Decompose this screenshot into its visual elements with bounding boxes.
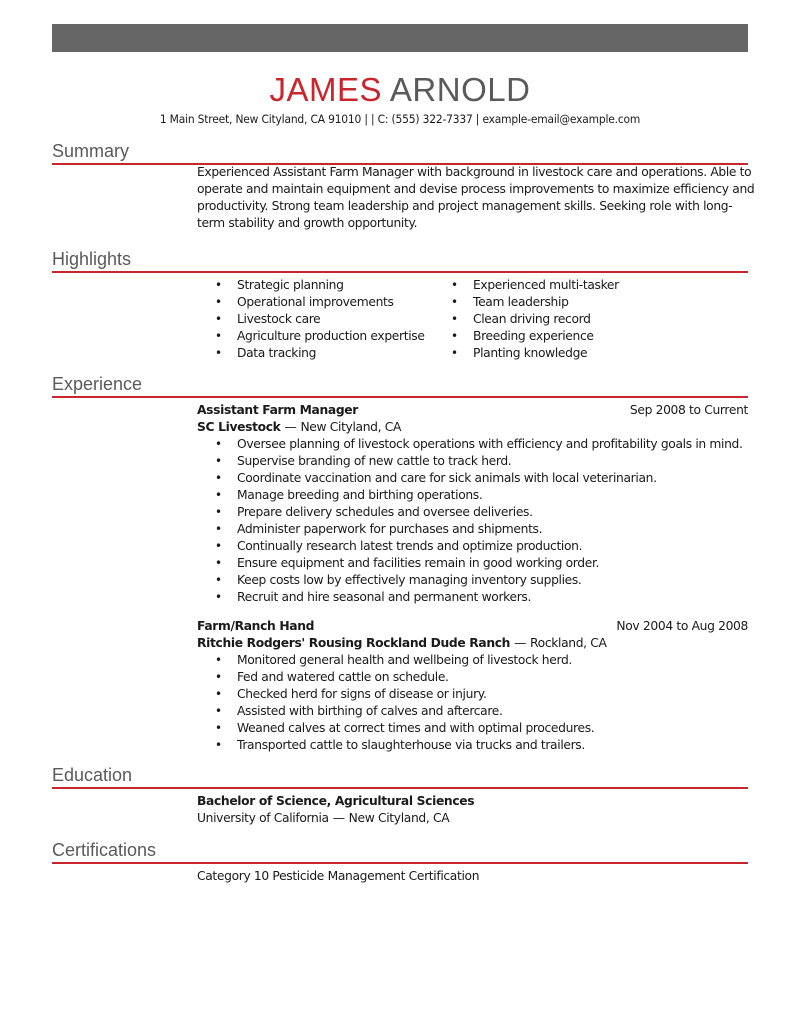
list-item: • Ensure equipment and facilities remain in good working order.	[197, 555, 743, 572]
job-dates: Nov 2004 to Aug 2008	[616, 619, 748, 633]
summary-text: Experienced Assistant Farm Manager with background in livestock care and operations. Able to operate and maintain equipment and devise process improvements to maximize efficiency and productivity. Strong team leadership and project management skills. Seeking role with long-term stability and growth opportunity.	[197, 165, 755, 230]
job-location: New Cityland, CA	[300, 420, 402, 434]
list-item: • Planting knowledge	[433, 345, 619, 362]
list-item: • Oversee planning of livestock operations with efficiency and profitability goals in mind.	[197, 436, 743, 453]
section-heading-education: Education	[52, 764, 748, 789]
section-heading-certifications: Certifications	[52, 839, 748, 864]
list-item: • Coordinate vaccination and care for sick animals with local veterinarian.	[197, 470, 743, 487]
list-item: • Operational improvements	[197, 294, 425, 311]
highlights-left-list	[197, 277, 425, 362]
list-item: • Manage breeding and birthing operations.	[197, 487, 743, 504]
list-item: • Transported cattle to slaughterhouse via trucks and trailers.	[197, 737, 594, 754]
job-header	[197, 618, 748, 635]
first-name: JAMES	[269, 71, 383, 108]
list-item: • Strategic planning	[197, 277, 425, 294]
list-item: • Continually research latest trends and optimize production.	[197, 538, 743, 555]
job-dates: Sep 2008 to Current	[629, 403, 748, 417]
school-location: New Cityland, CA	[348, 811, 450, 825]
job-title: Assistant Farm Manager	[197, 403, 359, 417]
list-item: • Administer paperwork for purchases and shipments.	[197, 521, 743, 538]
company-name: Ritchie Rodgers' Rousing Rockland Dude Ranch	[197, 636, 511, 650]
list-item: • Monitored general health and wellbeing of livestock herd.	[197, 652, 594, 669]
list-item: • Fed and watered cattle on schedule.	[197, 669, 594, 686]
list-item: • Team leadership	[433, 294, 619, 311]
education-degree-line	[197, 793, 474, 810]
list-item: • Recruit and hire seasonal and permanent workers.	[197, 589, 743, 606]
certification-item: Category 10 Pesticide Management Certification	[197, 869, 480, 883]
list-item: • Clean driving record	[433, 311, 619, 328]
school-name: University of California	[197, 811, 329, 825]
job-company-line	[197, 419, 401, 436]
list-item: • Prepare delivery schedules and oversee deliveries.	[197, 504, 743, 521]
separator-dash: —	[514, 636, 527, 650]
list-item: • Checked herd for signs of disease or injury.	[197, 686, 594, 703]
section-heading-highlights: Highlights	[52, 248, 748, 273]
job-header	[197, 402, 748, 419]
candidate-name	[0, 70, 800, 110]
list-item: • Keep costs low by effectively managing inventory supplies.	[197, 572, 743, 589]
list-item: • Breeding experience	[433, 328, 619, 345]
list-item: • Weaned calves at correct times and with optimal procedures.	[197, 720, 594, 737]
job-bullets	[197, 436, 743, 606]
separator-dash: —	[332, 811, 345, 825]
list-item: • Supervise branding of new cattle to track herd.	[197, 453, 743, 470]
section-heading-experience: Experience	[52, 373, 748, 398]
list-item: • Data tracking	[197, 345, 425, 362]
job-bullets	[197, 652, 594, 754]
highlights-right-list	[433, 277, 619, 362]
company-name: SC Livestock	[197, 420, 281, 434]
job-company-line	[197, 635, 607, 652]
degree: Bachelor of Science, Agricultural Sciences	[197, 794, 475, 808]
separator-dash: —	[284, 420, 297, 434]
section-heading-summary: Summary	[52, 140, 748, 165]
job-location: Rockland, CA	[530, 636, 607, 650]
list-item: • Livestock care	[197, 311, 425, 328]
contact-info: 1 Main Street, New Cityland, CA 91010 | | C: (555) 322-7337 | example-email@example.com	[159, 112, 641, 126]
list-item: • Agriculture production expertise	[197, 328, 425, 345]
job-title: Farm/Ranch Hand	[197, 619, 315, 633]
header-bar	[52, 24, 748, 52]
education-school-line	[197, 810, 449, 827]
last-name: ARNOLD	[389, 71, 531, 108]
list-item: • Assisted with birthing of calves and aftercare.	[197, 703, 594, 720]
list-item: • Experienced multi-tasker	[433, 277, 619, 294]
